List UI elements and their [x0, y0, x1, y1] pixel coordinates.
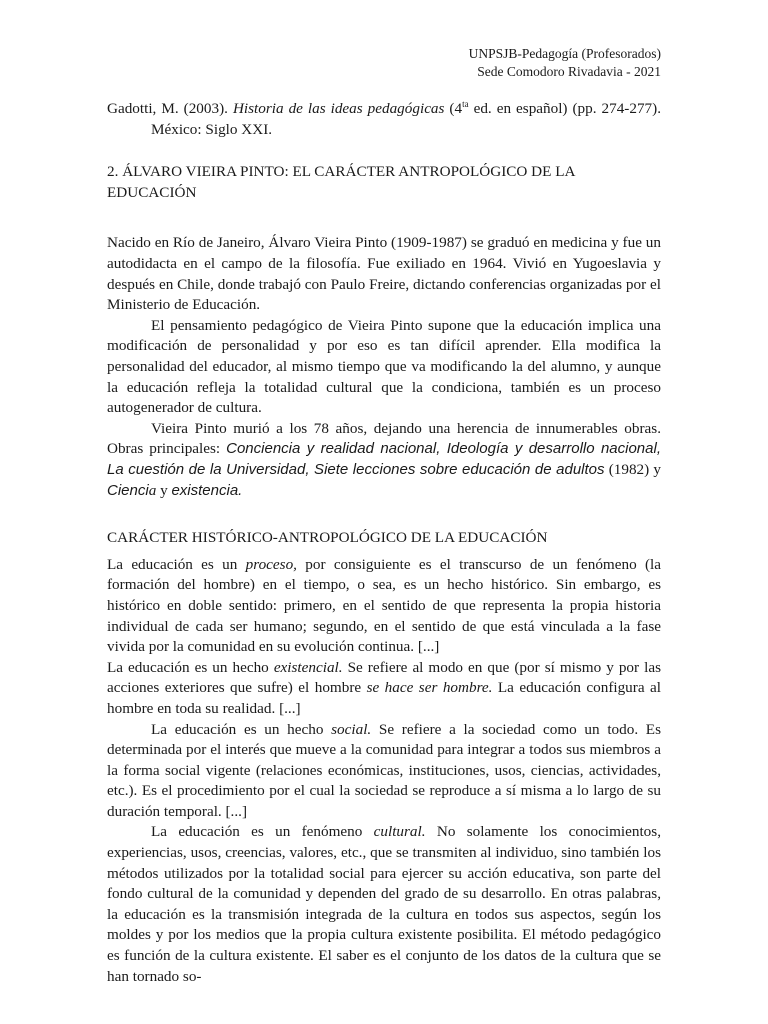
reference-edition-post: ed. en español) (pp. 274-277). México: Siglo XXI.	[151, 100, 661, 138]
works-intro: Vieira Pinto murió a los 78 años, dejando una herencia de innumerables obras. Obras principales:	[107, 419, 661, 458]
reference-author: Gadotti, M. (2003).	[107, 100, 233, 118]
emphasis: se hace ser hombre.	[366, 679, 493, 697]
text-run: La educación es un hecho	[107, 658, 274, 676]
page-header	[469, 45, 661, 81]
bibliographic-reference	[107, 94, 661, 140]
text-run: La educación es un	[107, 555, 246, 573]
emphasis: social.	[331, 720, 372, 738]
reference-title: Historia de las ideas pedagógicas	[232, 100, 445, 118]
paragraph-thought: El pensamiento pedagógico de Vieira Pinto supone que la educación implica una modificación de personalidad y por eso es tan difícil aprender. Ella modifica la personalidad del educador, al mismo tiempo que va modificando la del alumno, y aunque la educación refleja la totalidad cultural que la condiciona, también es un proceso autogenerador de cultura.	[107, 316, 661, 417]
paragraph-biography: Nacido en Río de Janeiro, Álvaro Vieira Pinto (1909-1987) se graduó en medicina y fue un autodidacta en el campo de la filosofía. Fue exiliado en 1964. Vivió en Yugoeslavia y después en Chile, donde trabajó con Paulo Freire, dictando conferencias organizadas por el Ministerio de Educación.	[107, 234, 661, 314]
text-run: La educación es un hecho	[151, 720, 332, 738]
works-last-a: Cienci	[107, 481, 149, 499]
text-run: No solamente los conocimientos, experiencias, usos, creencias, valores, etc., que se transmiten al individuo, sino también los métodos utilizados por la totalidad social para ejercer su acción educativa, son parte del fondo cultural de la comunidad y dependen del grado de su desarrollo. En otras palabras, la educación es la transmisión integrada de la cultura en todos sus aspectos, según los moldes y por los medios que la propia cultura existente posibilita. El método pedagógico es función de la cultura existente. El saber es el conjunto de los datos de la cultura que se han tornado so-	[107, 823, 661, 985]
works-list: Conciencia y realidad nacional, Ideología y desarrollo nacional, La cuestión de la Universidad, Siete lecciones sobre educación de adultos	[107, 440, 661, 478]
subsection-heading: CARÁCTER HISTÓRICO-ANTROPOLÓGICO DE LA EDUCACIÓN	[107, 529, 548, 547]
text-run: Se refiere a la sociedad como un todo. Es determinada por el interés que mueve a la comunidad para integrar a todos sus miembros a la forma social vigente (relaciones económicas, instituciones, usos, ciencias, actividades, etc.). Es el procedimiento por el cual la sociedad se reproduce a sí misma a lo largo de su duración temporal. [...]	[107, 720, 661, 820]
paragraph-process	[107, 555, 661, 658]
emphasis: proceso,	[245, 555, 297, 573]
reference-edition-pre: (4	[444, 100, 463, 118]
header-course: UNPSJB-Pedagogía (Profesorados)	[468, 46, 661, 61]
emphasis: existencial.	[273, 658, 343, 676]
works-last-b: a	[148, 481, 157, 499]
paragraph-cultural	[107, 822, 661, 987]
paragraph-works	[107, 419, 661, 501]
paragraph-social	[107, 720, 661, 823]
text-run: La educación configura al hombre en toda su realidad. [...]	[107, 679, 661, 717]
emphasis: cultural.	[373, 823, 426, 841]
works-and: y	[156, 481, 172, 499]
text-run: La educación es un fenómeno	[151, 823, 374, 841]
text-run: Se refiere al modo en que (por sí mismo y por las acciones exteriores que sufre) el hombre	[107, 658, 661, 697]
text-run: por consiguiente es el transcurso de un fenómeno (la formación del hombre) en el tiempo, o sea, es un hecho histórico. Sin embargo, es histórico en doble sentido: primero, en el sentido de que representa la propia historia individual de cada ser humano; segundo, en el sentido de que está vinculada a la fase vivida por la comunidad en su evolución continua. [...]	[107, 555, 661, 656]
document-body	[107, 94, 661, 987]
header-site-year: Sede Comodoro Rivadavia - 2021	[477, 64, 661, 79]
section-heading: 2. ÁLVARO VIEIRA PINTO: EL CARÁCTER ANTROPOLÓGICO DE LA EDUCACIÓN	[107, 163, 575, 201]
works-year: (1982) y	[604, 460, 661, 478]
reference-edition-sup: ta	[462, 99, 469, 109]
works-last-c: existencia.	[171, 481, 243, 499]
paragraph-existential	[107, 658, 661, 720]
